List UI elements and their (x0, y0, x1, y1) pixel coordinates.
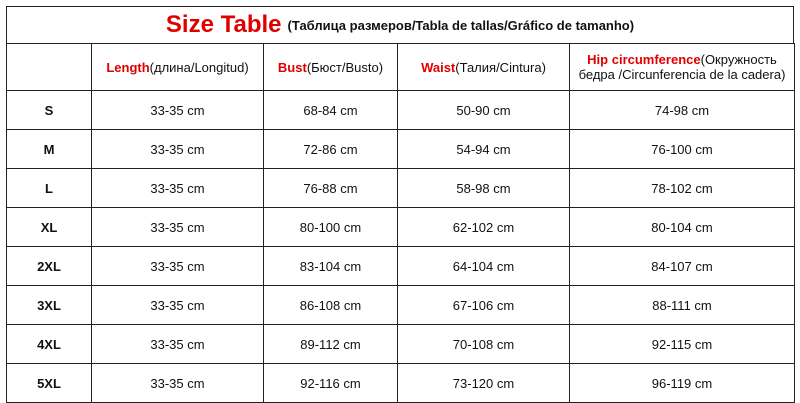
hip-cell: 80-104 cm (570, 208, 795, 247)
header-waist-rest: (Талия/Cintura) (455, 59, 546, 75)
table-row (7, 91, 795, 130)
length-cell: 33-35 cm (92, 91, 264, 130)
header-hip (570, 44, 795, 91)
bust-cell: 92-116 cm (264, 364, 398, 403)
table-row (7, 325, 795, 364)
size-cell: 3XL (7, 286, 92, 325)
table-row (7, 169, 795, 208)
hip-cell: 92-115 cm (570, 325, 795, 364)
size-cell: 2XL (7, 247, 92, 286)
table-row (7, 247, 795, 286)
hip-cell: 74-98 cm (570, 91, 795, 130)
header-length-rest: (длина/Longitud) (149, 59, 249, 75)
size-cell: 5XL (7, 364, 92, 403)
bust-cell: 89-112 cm (264, 325, 398, 364)
size-cell: S (7, 91, 92, 130)
bust-cell: 72-86 cm (264, 130, 398, 169)
table-row (7, 130, 795, 169)
bust-cell: 86-108 cm (264, 286, 398, 325)
bust-cell: 76-88 cm (264, 169, 398, 208)
size-cell: XL (7, 208, 92, 247)
header-waist-highlight: Waist (421, 59, 456, 75)
table-row (7, 364, 795, 403)
size-table (6, 43, 795, 403)
hip-cell: 78-102 cm (570, 169, 795, 208)
page-title: Size Table (165, 11, 282, 38)
waist-cell: 50-90 cm (398, 91, 570, 130)
length-cell: 33-35 cm (92, 286, 264, 325)
size-cell: L (7, 169, 92, 208)
length-cell: 33-35 cm (92, 325, 264, 364)
waist-cell: 70-108 cm (398, 325, 570, 364)
waist-cell: 67-106 cm (398, 286, 570, 325)
header-hip-highlight: Hip circumference (587, 52, 701, 67)
header-row (7, 44, 795, 91)
length-cell: 33-35 cm (92, 208, 264, 247)
waist-cell: 64-104 cm (398, 247, 570, 286)
waist-cell: 58-98 cm (398, 169, 570, 208)
header-bust (264, 44, 398, 91)
hip-cell: 96-119 cm (570, 364, 795, 403)
length-cell: 33-35 cm (92, 169, 264, 208)
bust-cell: 83-104 cm (264, 247, 398, 286)
size-cell: 4XL (7, 325, 92, 364)
hip-cell: 76-100 cm (570, 130, 795, 169)
table-row (7, 208, 795, 247)
page-subtitle: (Таблица размеров/Tabla de tallas/Gráfico de tamanho) (287, 17, 635, 33)
header-waist (398, 44, 570, 91)
hip-cell: 84-107 cm (570, 247, 795, 286)
header-length-highlight: Length (106, 59, 150, 75)
waist-cell: 73-120 cm (398, 364, 570, 403)
length-cell: 33-35 cm (92, 364, 264, 403)
waist-cell: 54-94 cm (398, 130, 570, 169)
table-row (7, 286, 795, 325)
size-cell: M (7, 130, 92, 169)
hip-cell: 88-111 cm (570, 286, 795, 325)
header-bust-highlight: Bust (277, 59, 307, 75)
length-cell: 33-35 cm (92, 247, 264, 286)
header-bust-rest: (Бюст/Busto) (306, 59, 384, 75)
bust-cell: 68-84 cm (264, 91, 398, 130)
header-length (92, 44, 264, 91)
header-size-empty (7, 44, 92, 91)
length-cell: 33-35 cm (92, 130, 264, 169)
header-hip-rest: (Окружность бедра /Circunferencia de la cadera) (578, 52, 786, 82)
waist-cell: 62-102 cm (398, 208, 570, 247)
bust-cell: 80-100 cm (264, 208, 398, 247)
title-bar (6, 6, 794, 44)
